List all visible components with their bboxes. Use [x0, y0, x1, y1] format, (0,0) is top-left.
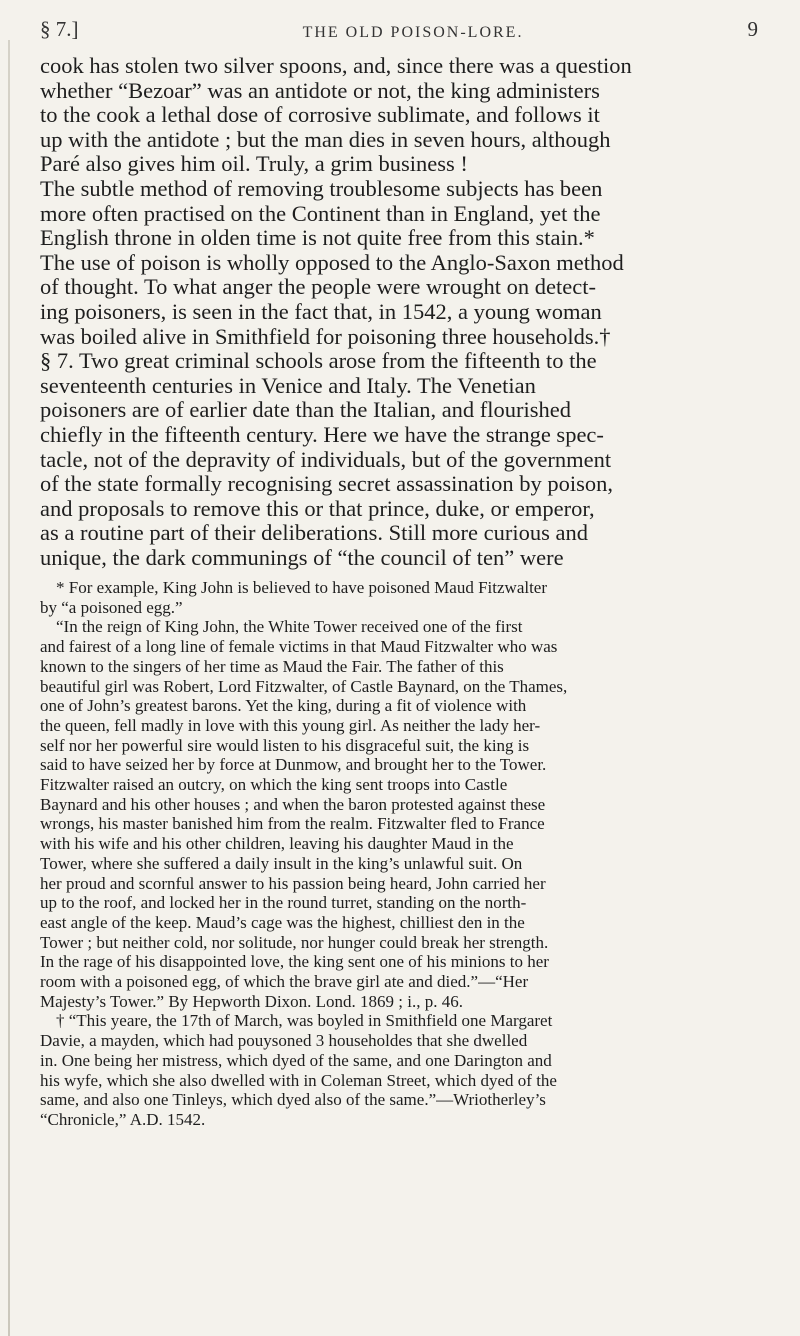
footnote-line: his wyfe, which she also dwelled with in Coleman Street, which dyed of the: [40, 1070, 557, 1090]
footnote-line: “In the reign of King John, the White Tower received one of the first: [56, 617, 523, 637]
footnote-line: * For example, King John is believed to have poisoned Maud Fitzwalter: [56, 578, 548, 597]
footnote-line: one of John’s greatest barons. Yet the king, during a fit of violence with: [40, 696, 527, 716]
footnote-line: † “This yeare, the 17th of March, was boyled in Smithfield one Margaret: [56, 1011, 553, 1031]
text-line: of the state formally recognising secret assassination by poison,: [40, 471, 613, 497]
footnote-line: and fairest of a long line of female victims in that Maud Fitzwalter who was: [40, 637, 558, 657]
text-line: The subtle method of removing troublesome subjects has been: [40, 175, 603, 201]
text-line: cook has stolen two silver spoons, and, since there was a question: [40, 53, 632, 78]
page-number: 9: [747, 17, 758, 41]
footnote-line: with his wife and his other children, leaving his daughter Maud in the: [40, 834, 514, 854]
footnote-line: Fitzwalter raised an outcry, on which the king sent troops into Castle: [40, 775, 508, 795]
footnotes: [40, 578, 760, 1130]
footnote-line: by “a poisoned egg.”: [40, 597, 183, 617]
text-line: The use of poison is wholly opposed to the Anglo-Saxon method: [40, 249, 624, 275]
footnote-line: “Chronicle,” A.D. 1542.: [40, 1109, 206, 1129]
footnote-line: self nor her powerful sire would listen to his disgraceful suit, the king is: [40, 735, 530, 755]
footnote-line: In the rage of his disappointed love, the king sent one of his minions to her: [40, 952, 549, 972]
text-line: chiefly in the fifteenth century. Here we have the strange spec-: [40, 421, 604, 447]
header-section: § 7.]: [40, 17, 79, 41]
text-line: whether “Bezoar” was an antidote or not, the king administers: [40, 77, 600, 103]
text-line: more often practised on the Continent than in England, yet the: [40, 200, 601, 226]
text-line: ing poisoners, is seen in the fact that, in 1542, a young woman: [40, 298, 602, 324]
binding-edge: [8, 40, 10, 1336]
text-line: of thought. To what anger the people were wrought on detect-: [40, 274, 596, 300]
text-line: tacle, not of the depravity of individuals, but of the government: [40, 446, 612, 472]
footnote-line: wrongs, his master banished him from the realm. Fitzwalter fled to France: [40, 814, 545, 834]
text-line: and proposals to remove this or that prince, duke, or emperor,: [40, 495, 595, 521]
footnote-line: Majesty’s Tower.” By Hepworth Dixon. Lond. 1869 ; i., p. 46.: [40, 991, 463, 1011]
main-text: [40, 54, 750, 570]
text-line: § 7. Two great criminal schools arose from the fifteenth to the: [40, 348, 597, 374]
footnote-line: known to the singers of her time as Maud the Fair. The father of this: [40, 656, 504, 676]
footnote-line: the queen, fell madly in love with this young girl. As neither the lady her-: [40, 715, 541, 735]
footnote-line: room with a poisoned egg, of which the brave girl ate and died.”—“Her: [40, 972, 529, 992]
footnote-line: east angle of the keep. Maud’s cage was the highest, chilliest den in the: [40, 912, 525, 932]
header-title: THE OLD POISON-LORE.: [302, 24, 524, 41]
text-line: to the cook a lethal dose of corrosive sublimate, and follows it: [40, 102, 600, 128]
footnote-line: in. One being her mistress, which dyed of the same, and one Darington and: [40, 1050, 552, 1070]
footnote-line: Baynard and his other houses ; and when the baron protested against these: [40, 794, 546, 814]
footnote-line: up to the roof, and locked her in the round turret, standing on the north-: [40, 893, 527, 913]
text-line: unique, the dark communings of “the council of ten” were: [40, 544, 564, 570]
footnote-line: beautiful girl was Robert, Lord Fitzwalter, of Castle Baynard, on the Thames,: [40, 676, 568, 696]
text-line: poisoners are of earlier date than the Italian, and flourished: [40, 397, 572, 423]
text-line: was boiled alive in Smithfield for poisoning three households.†: [40, 323, 611, 349]
footnote-line: Davie, a mayden, which had pouysoned 3 householdes that she dwelled: [40, 1031, 528, 1051]
footnote-line: her proud and scornful answer to his passion being heard, John carried her: [40, 873, 546, 893]
text-line: up with the antidote ; but the man dies in seven hours, although: [40, 126, 611, 152]
text-line: Paré also gives him oil. Truly, a grim business !: [40, 151, 468, 177]
text-line: as a routine part of their deliberations. Still more curious and: [40, 520, 588, 546]
footnote-line: same, and also one Tinleys, which dyed also of the same.”—Wriotherley’s: [40, 1090, 546, 1110]
footnote-line: said to have seized her by force at Dunmow, and brought her to the Tower.: [40, 755, 547, 775]
text-line: English throne in olden time is not quite free from this stain.*: [40, 225, 595, 251]
running-header: [40, 6, 758, 42]
text-line: seventeenth centuries in Venice and Italy. The Venetian: [40, 372, 536, 398]
footnote-line: Tower ; but neither cold, nor solitude, nor hunger could break her strength.: [40, 932, 549, 952]
footnote-line: Tower, where she suffered a daily insult in the king’s unlawful suit. On: [40, 853, 523, 873]
